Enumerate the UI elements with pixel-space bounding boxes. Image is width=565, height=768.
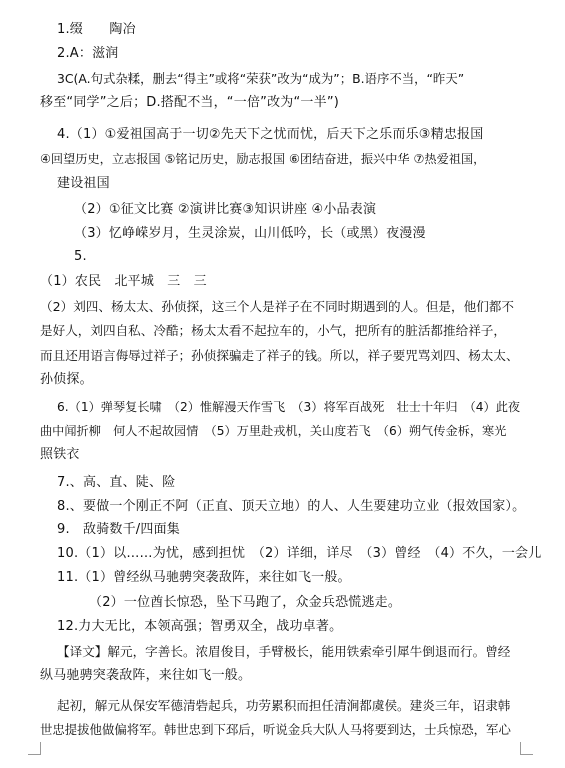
answer-4-line-3: 建设祖国	[57, 176, 110, 191]
answer-4-line-2: ④回望历史，立志报国 ⑤铭记历史，励志报国 ⑥团结奋进，振兴中华 ⑦热爱祖国，	[40, 152, 486, 166]
answer-5-2-line-3: 而且还用语言侮辱过祥子；孙侦探骗走了祥子的钱。所以，祥子要咒骂刘四、杨太太、	[40, 348, 519, 363]
translation-line-2: 纵马驰骋突袭敌阵，来往如飞一般。	[40, 668, 252, 683]
answer-6-line-3: 照铁衣	[40, 447, 80, 462]
answer-1: 1.缀 陶冶	[57, 22, 136, 37]
answer-4-2: （2）①征文比赛 ②演讲比赛③知识讲座 ④小品表演	[74, 202, 377, 217]
page-corner-mark-left	[28, 742, 41, 755]
answer-9: 9. 敌骑数千/四面集	[57, 522, 180, 537]
answer-4-3: （3）忆峥嵘岁月，生灵涂炭，山川低吟，长（或黑）夜漫漫	[74, 226, 426, 241]
answer-3-line-1: 3C(A.句式杂糅，删去“得主”或将“荣获”改为“成为”；B.语序不当，“昨天”	[57, 71, 465, 86]
answer-5: 5.	[74, 249, 87, 264]
translation-line-1: 【译文】解元，字善长。浓眉俊目，手臂极长，能用铁索牵引犀牛倒退而行。曾经	[57, 644, 511, 659]
answer-6-line-1: 6.（1）弹琴复长啸 （2）惟解漫天作雪飞 （3）将军百战死 壮士十年归 （4）此夜	[57, 400, 521, 414]
answer-2: 2.A：滋润	[57, 46, 119, 61]
answer-8: 8.、要做一个刚正不阿（正直、顶天立地）的人、人生要建功立业（报效国家）。	[57, 499, 526, 514]
answer-5-2-line-2: 是好人，刘四自私、冷酷；杨太太看不起拉车的，小气，把所有的脏活都推给祥子，	[40, 323, 506, 338]
answer-4-line-1: 4.（1）①爱祖国高于一切②先天下之忧而忧，后天下之乐而乐③精忠报国	[57, 127, 484, 142]
answer-5-1: （1）农民 北平城 三 三	[40, 274, 207, 289]
answer-11-2: （2）一位酋长惊恐，坠下马跑了，众金兵恐慌逃走。	[89, 595, 402, 610]
translation-line-4: 世忠提拔他做偏将军。韩世忠到下邳后，听说金兵大队人马将要到达，士兵惊恐，军心	[40, 722, 511, 737]
answer-10: 10.（1）以……为忧，感到担忧 （2）详细，详尽 （3）曾经 （4）不久，一会儿	[57, 546, 542, 561]
answer-12: 12.力大无比，本领高强；智勇双全，战功卓著。	[57, 619, 343, 634]
answer-5-2-line-1: （2）刘四、杨太太、孙侦探，这三个人是祥子在不同时期遇到的人。但是，他们都不	[40, 299, 514, 314]
page-corner-mark-right	[520, 742, 533, 755]
answer-3-line-2: 移至“同学”之后；D.搭配不当，“一倍”改为“一半”)	[40, 95, 340, 110]
translation-line-3: 起初，解元从保安军德清砦起兵，功劳累积而担任清涧都虞侯。建炎三年，诏隶韩	[57, 698, 511, 713]
answer-7: 7.、高、直、陡、险	[57, 475, 176, 490]
answer-5-2-line-4: 孙侦探。	[40, 372, 93, 387]
answer-11-1: 11.（1）曾经纵马驰骋突袭敌阵，来往如飞一般。	[57, 570, 351, 585]
answer-6-line-2: 曲中闻折柳 何人不起故园情 （5）万里赴戎机，关山度若飞 （6）朔气传金柝，寒光	[40, 424, 507, 438]
